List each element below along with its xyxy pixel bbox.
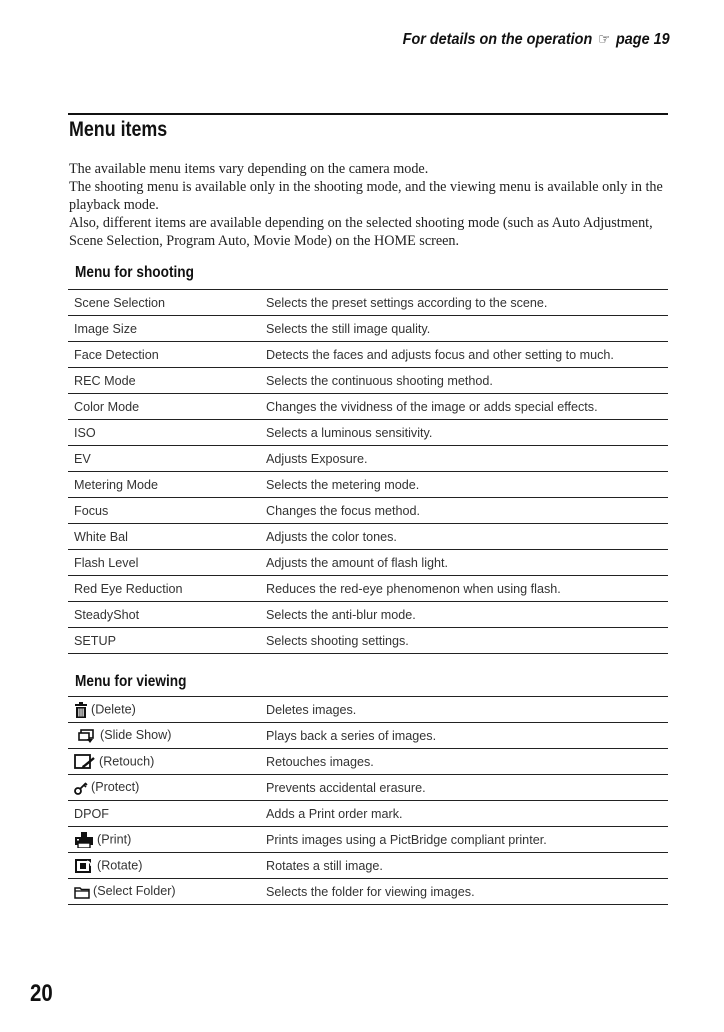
table-row [68, 342, 668, 368]
intro-text [69, 160, 669, 250]
item-name: SETUP [68, 628, 266, 654]
trash-icon [74, 702, 88, 718]
item-description: Adds a Print order mark. [266, 801, 668, 827]
table-row [68, 446, 668, 472]
item-name: Red Eye Reduction [68, 576, 266, 602]
item-description: Deletes images. [266, 697, 668, 723]
table-row [68, 316, 668, 342]
item-name-cell [68, 775, 266, 801]
item-description: Reduces the red-eye phenomenon when using flash. [266, 576, 668, 602]
item-description: Detects the faces and adjusts focus and other setting to much. [266, 342, 668, 368]
page-number: 20 [30, 980, 53, 1007]
table-row [68, 853, 668, 879]
item-description: Prevents accidental erasure. [266, 775, 668, 801]
item-name: ISO [68, 420, 266, 446]
table-row [68, 697, 668, 723]
item-name: Face Detection [68, 342, 266, 368]
intro-line-2: The shooting menu is available only in the shooting mode, and the viewing menu is available only in the playback mode. [69, 179, 663, 213]
item-name: White Bal [68, 524, 266, 550]
item-name: (Delete) [91, 701, 136, 716]
slideshow-icon [78, 729, 94, 743]
viewing-menu-table [68, 696, 668, 905]
intro-line-1: The available menu items vary depending on the camera mode. [69, 161, 429, 177]
item-name-cell [68, 697, 266, 723]
item-name: Metering Mode [68, 472, 266, 498]
item-name-cell [68, 853, 266, 879]
table-row [68, 628, 668, 654]
page-title: Menu items [69, 118, 168, 141]
rotate-icon [74, 858, 94, 874]
table-row [68, 290, 668, 316]
item-name: (Protect) [91, 780, 140, 795]
table-row [68, 602, 668, 628]
table-row [68, 472, 668, 498]
item-description: Selects the folder for viewing images. [266, 879, 668, 905]
folder-icon [74, 886, 90, 899]
item-description: Changes the vividness of the image or adds special effects. [266, 394, 668, 420]
table-row [68, 723, 668, 749]
item-description: Adjusts the amount of flash light. [266, 550, 668, 576]
table-row [68, 550, 668, 576]
page-reference-page: page 19 [616, 31, 670, 48]
table-row [68, 879, 668, 905]
protect-key-icon [74, 781, 88, 795]
item-name-cell [68, 723, 266, 749]
item-name: Image Size [68, 316, 266, 342]
item-description: Selects shooting settings. [266, 628, 668, 654]
item-description: Selects the metering mode. [266, 472, 668, 498]
retouch-icon [74, 754, 96, 770]
item-name: REC Mode [68, 368, 266, 394]
item-name: (Rotate) [97, 857, 143, 872]
page-reference-text: For details on the operation [403, 31, 593, 48]
item-description: Selects the preset settings according to the scene. [266, 290, 668, 316]
table-row [68, 576, 668, 602]
table-row [68, 394, 668, 420]
item-name: Focus [68, 498, 266, 524]
title-rule [68, 113, 668, 115]
item-description: Retouches images. [266, 749, 668, 775]
intro-line-3: Also, different items are available depending on the selected shooting mode (such as Auto Adjustment, Scene Selection, Program Auto, Movie Mode) on the HOME screen. [69, 215, 653, 249]
printer-icon [74, 832, 94, 848]
table-row [68, 801, 668, 827]
item-name: (Select Folder) [93, 884, 176, 899]
item-name: SteadyShot [68, 602, 266, 628]
item-description: Selects the anti-blur mode. [266, 602, 668, 628]
item-name: Color Mode [68, 394, 266, 420]
item-description: Adjusts the color tones. [266, 524, 668, 550]
table-row [68, 524, 668, 550]
shooting-menu-table [68, 289, 668, 654]
table-row [68, 749, 668, 775]
item-description: Changes the focus method. [266, 498, 668, 524]
item-description: Selects a luminous sensitivity. [266, 420, 668, 446]
item-description: Rotates a still image. [266, 853, 668, 879]
item-name: (Retouch) [99, 753, 155, 768]
table-row [68, 420, 668, 446]
item-name: Scene Selection [68, 290, 266, 316]
item-name-cell [68, 879, 266, 905]
item-description: Selects the continuous shooting method. [266, 368, 668, 394]
item-name-cell [68, 827, 266, 853]
table-row [68, 498, 668, 524]
item-name: Flash Level [68, 550, 266, 576]
pointing-hand-icon: ☞ [598, 31, 611, 48]
item-description: Prints images using a PictBridge compliant printer. [266, 827, 668, 853]
table-row [68, 827, 668, 853]
item-name-cell [68, 749, 266, 775]
item-name: (Print) [97, 831, 132, 846]
table-row [68, 775, 668, 801]
table-row [68, 368, 668, 394]
item-description: Plays back a series of images. [266, 723, 668, 749]
item-name: (Slide Show) [100, 728, 172, 743]
item-description: Adjusts Exposure. [266, 446, 668, 472]
section-title-viewing: Menu for viewing [75, 673, 187, 690]
item-name: DPOF [68, 801, 266, 827]
section-title-shooting: Menu for shooting [75, 264, 194, 281]
page-reference [403, 30, 670, 49]
item-description: Selects the still image quality. [266, 316, 668, 342]
item-name: EV [68, 446, 266, 472]
